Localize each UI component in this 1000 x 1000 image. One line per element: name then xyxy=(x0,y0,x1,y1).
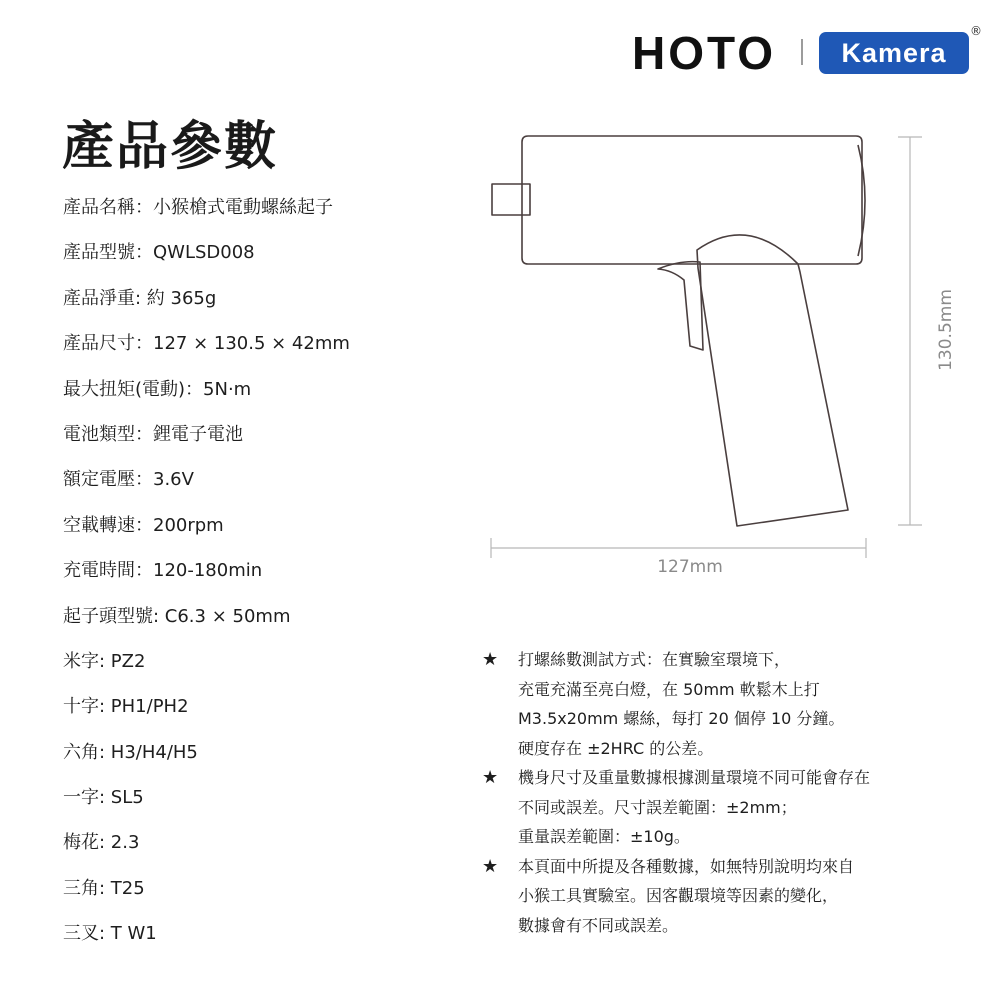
spec-charge-time: 充電時間：120-180min xyxy=(63,560,263,582)
width-dimension-label: 127mm xyxy=(657,557,723,577)
note-tolerance xyxy=(482,763,870,852)
note-line: 打螺絲數測試方式：在實驗室環境下， xyxy=(518,650,791,669)
note-line: 數據會有不同或誤差。 xyxy=(518,915,679,935)
star-icon: ★ xyxy=(482,767,499,788)
note-line: 充電充滿至亮白燈，在 50mm 軟鬆木上打 xyxy=(518,679,820,699)
height-dimension-label: 130.5mm xyxy=(936,289,956,371)
spec-bit-torx: 梅花: 2.3 xyxy=(63,832,140,854)
note-line: M3.5x20mm 螺絲，每打 20 個停 10 分鐘。 xyxy=(518,709,845,728)
header-logos xyxy=(630,26,990,78)
spec-bit-slot: 一字: SL5 xyxy=(63,787,144,809)
bit-holder xyxy=(492,184,530,215)
spec-bit-hex: 六角: H3/H4/H5 xyxy=(63,741,198,763)
star-icon: ★ xyxy=(482,649,499,670)
spec-torque: 最大扭矩(電動)：5N·m xyxy=(63,378,252,400)
spec-weight: 產品淨重: 約 365g xyxy=(63,287,217,309)
note-testing xyxy=(482,645,870,763)
spec-bit-triwing: 三叉: T W1 xyxy=(63,923,157,945)
logo-divider xyxy=(801,39,803,65)
hoto-logo: HOTO xyxy=(632,27,777,79)
note-line: 本頁面中所提及各種數據，如無特別說明均來自 xyxy=(518,856,855,876)
spec-speed: 空載轉速：200rpm xyxy=(63,514,224,536)
spec-model: 產品型號：QWLSD008 xyxy=(63,242,255,264)
body-barrel xyxy=(522,136,862,264)
note-line: 小猴工具實驗室。因客觀環境等因素的變化， xyxy=(518,886,839,905)
spec-voltage: 額定電壓：3.6V xyxy=(63,469,194,491)
spec-product-name: 產品名稱：小猴槍式電動螺絲起子 xyxy=(63,197,333,218)
spec-bit-pz: 米字: PZ2 xyxy=(63,650,146,672)
kamera-logo: Kamera xyxy=(819,32,969,74)
star-icon: ★ xyxy=(482,855,499,877)
trigger-guard xyxy=(658,262,703,350)
registered-mark: ® xyxy=(970,24,982,38)
spec-battery: 電池類型：鋰電子電池 xyxy=(63,423,243,445)
note-line: 重量誤差範圍：±10g。 xyxy=(518,827,690,846)
note-data-source xyxy=(482,852,870,941)
note-line: 不同或誤差。尺寸誤差範圍：±2mm； xyxy=(518,797,797,817)
spec-size: 產品尺寸：127 × 130.5 × 42mm xyxy=(63,333,350,355)
notes-list xyxy=(482,645,870,940)
note-line: 機身尺寸及重量數據根據測量環境不同可能會存在 xyxy=(518,768,871,787)
spec-bit-model: 起子頭型號: C6.3 × 50mm xyxy=(63,605,291,627)
page-title: 產品參數 xyxy=(62,117,279,177)
spec-bit-triangle: 三角: T25 xyxy=(63,877,145,899)
screwdriver-drawing xyxy=(480,125,940,585)
spec-bit-ph: 十字: PH1/PH2 xyxy=(63,696,189,718)
note-line: 硬度存在 ±2HRC 的公差。 xyxy=(518,738,714,758)
spec-list xyxy=(63,195,350,967)
handle xyxy=(697,235,848,526)
